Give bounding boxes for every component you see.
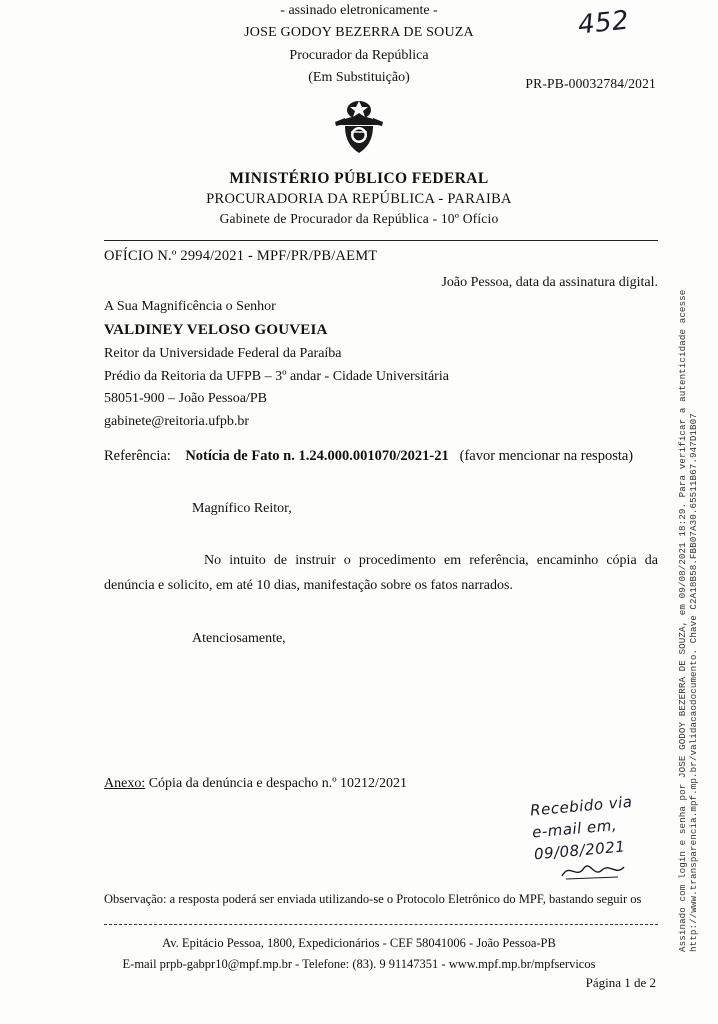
salutation: Magnífico Reitor, xyxy=(192,501,292,516)
attachment-text: Cópia da denúncia e despacho n.º 10212/2021 xyxy=(145,776,407,791)
addressee-email: gabinete@reitoria.ufpb.br xyxy=(104,414,250,429)
oficio-number: OFÍCIO N.º 2994/2021 - MPF/PR/PB/AEMT xyxy=(104,248,378,264)
reference-label: Referência: xyxy=(104,448,171,464)
attachment-label: Anexo: xyxy=(104,776,146,791)
addressee-address-2: 58051-900 – João Pessoa/PB xyxy=(104,391,267,407)
coat-of-arms-icon xyxy=(333,98,385,156)
addressee-role: Reitor da Universidade Federal da Paraíba xyxy=(104,345,342,361)
closing: Atenciosamente, xyxy=(192,631,286,646)
place-and-date: João Pessoa, data da assinatura digital. xyxy=(441,275,658,290)
attachment-line xyxy=(104,773,658,795)
signer-name: JOSE GODOY BEZERRA DE SOUZA xyxy=(244,25,474,41)
org-line-1: MINISTÉRIO PÚBLICO FEDERAL xyxy=(229,170,489,187)
electronic-signature-note: - assinado eletronicamente - xyxy=(280,3,438,18)
org-line-2: PROCURADORIA DA REPÚBLICA - PARAIBA xyxy=(206,191,512,207)
header-divider xyxy=(104,240,658,241)
observation-line: Observação: a resposta poderá ser enviada utilizando-se o Protocolo Eletrônico do MPF, bastando seguir os xyxy=(104,892,642,906)
reference-value: Notícia de Fato n. 1.24.000.001070/2021-21 xyxy=(185,448,449,464)
addressee-name: VALDINEY VELOSO GOUVEIA xyxy=(104,321,328,338)
org-line-3: Gabinete de Procurador da República - 10º Ofício xyxy=(219,211,499,226)
footer-line-2: E-mail prpb-gabpr10@mpf.mp.br - Telefone: (83). 9 91147351 - www.mpf.mp.br/mpfservicos xyxy=(122,956,596,971)
document-code: PR-PB-00032784/2021 xyxy=(525,76,656,91)
page-indicator: Página 1 de 2 xyxy=(585,975,656,990)
handwritten-note-line-1: Recebido via xyxy=(529,792,634,820)
addressee-address-1: Prédio da Reitoria da UFPB – 3º andar - Cidade Universitária xyxy=(104,368,449,384)
addressee-block xyxy=(104,296,658,434)
signer-status: (Em Substituição) xyxy=(308,70,410,86)
addressee-treatment: A Sua Magnificência o Senhor xyxy=(104,299,276,314)
footer-block xyxy=(0,933,718,974)
signer-role: Procurador da República xyxy=(289,47,429,63)
body-paragraph-1: No intuito de instruir o procedimento em referência, encaminho cópia da denúncia e solicito, em até 10 dias, manifestação sobre os fatos narrados. xyxy=(104,553,658,594)
validation-line-2: http://www.transparencia.mpf.mp.br/validacaodocumento. Chave C2A18B58.FBB07A30.65511B67.947D1B07 xyxy=(688,413,699,952)
handwritten-note-line-2: e-mail em, xyxy=(531,815,618,842)
validation-line-1: Assinado com login e senha por JOSE GODOY BEZERRA DE SOUZA, em 09/08/2021 18:29. Para verificar a autenticidade acesse xyxy=(677,289,688,952)
handwritten-note-line-3: 09/08/2021 xyxy=(533,836,626,863)
reference-suffix: (favor mencionar na resposta) xyxy=(459,448,634,464)
validation-sidebar xyxy=(677,232,708,952)
organization-header xyxy=(0,170,718,227)
handwritten-received-note xyxy=(529,792,637,866)
handwritten-page-number: 452 xyxy=(576,5,631,41)
footer-divider xyxy=(104,924,658,925)
reference-line xyxy=(104,445,658,467)
footer-line-1: Av. Epitácio Pessoa, 1800, Expedicionários - CEF 58041006 - João Pessoa-PB xyxy=(162,936,556,950)
handwritten-signature-icon xyxy=(560,860,626,882)
